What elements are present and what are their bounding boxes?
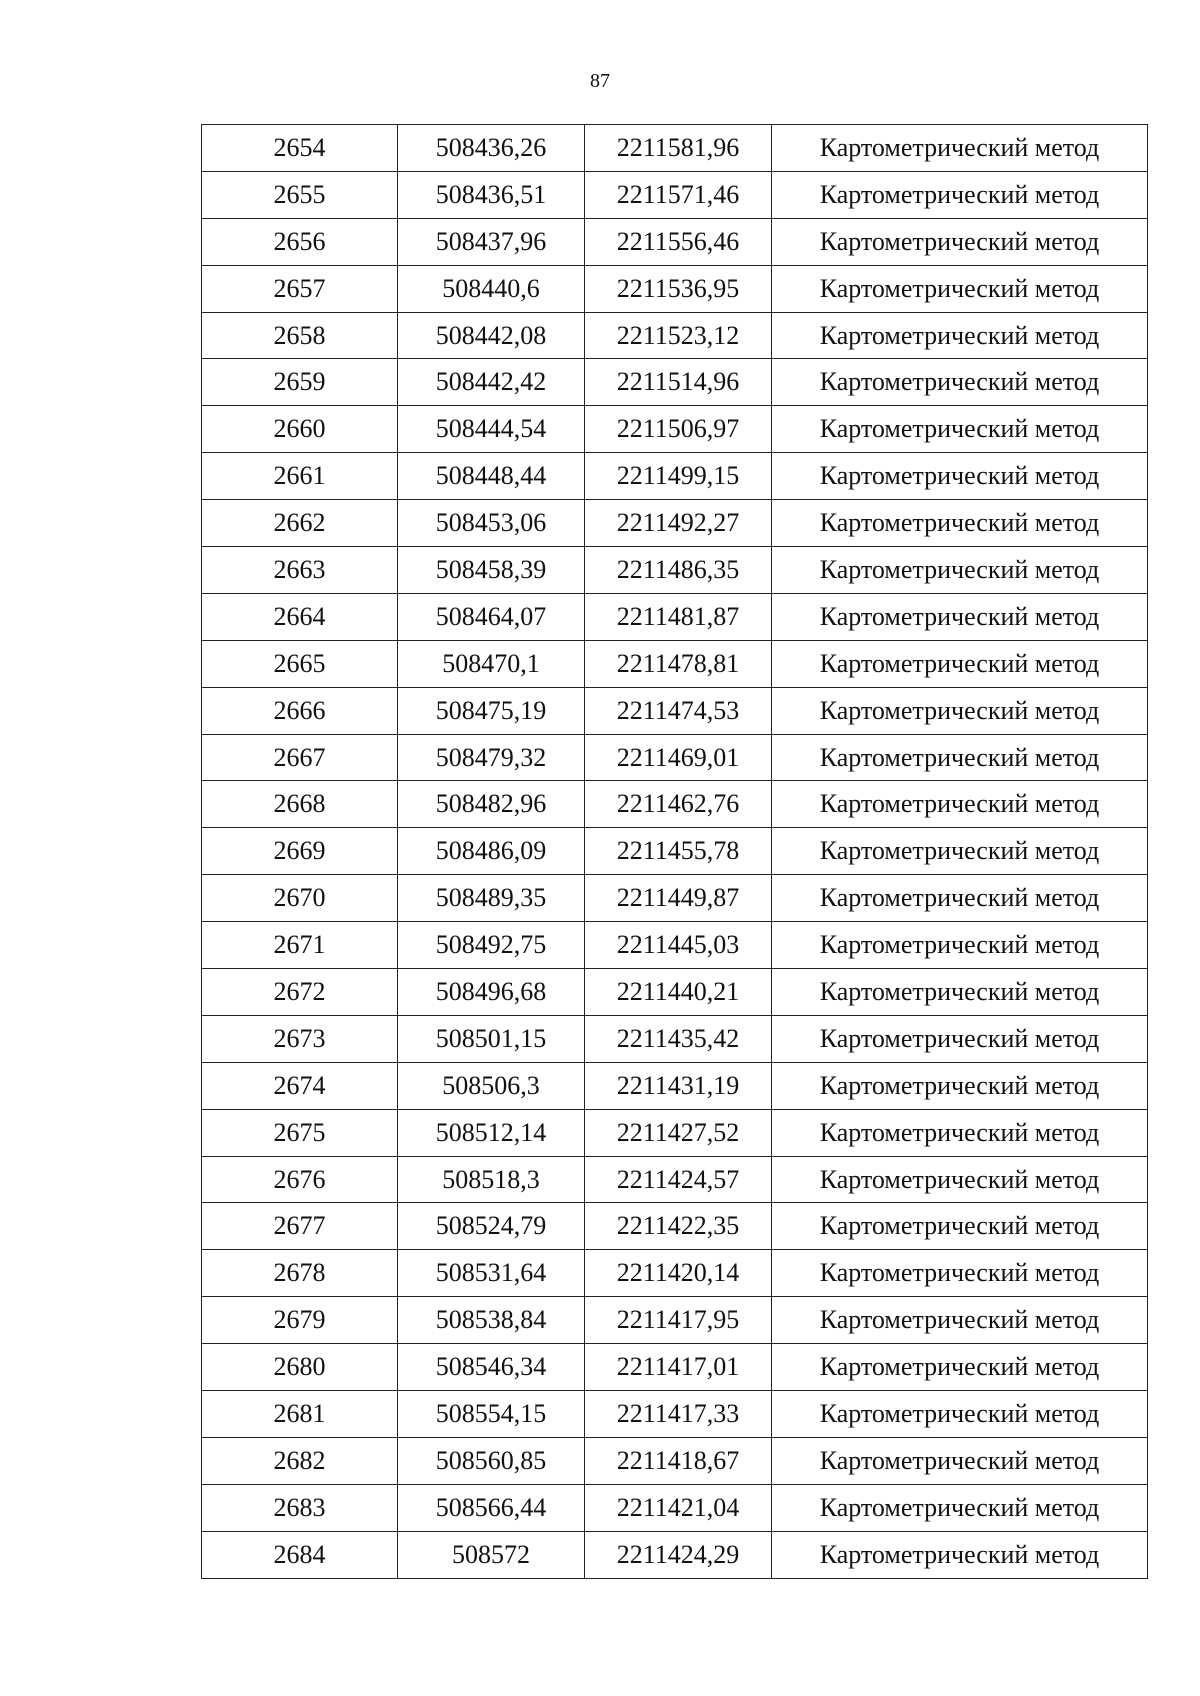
coordinates-table-body [202,125,1148,1579]
table-row [202,359,1148,406]
method-cell: Картометрический метод [772,265,1148,312]
y-coordinate-cell: 2211469,01 [585,734,772,781]
x-coordinate-cell: 508566,44 [398,1484,585,1531]
x-coordinate-cell: 508554,15 [398,1391,585,1438]
table-row [202,828,1148,875]
table-row [202,1484,1148,1531]
y-coordinate-cell: 2211449,87 [585,875,772,922]
x-coordinate-cell: 508448,44 [398,453,585,500]
y-coordinate-cell: 2211431,19 [585,1062,772,1109]
point-number-cell: 2661 [202,453,398,500]
table-row [202,1062,1148,1109]
point-number-cell: 2662 [202,500,398,547]
x-coordinate-cell: 508506,3 [398,1062,585,1109]
method-cell: Картометрический метод [772,406,1148,453]
point-number-cell: 2674 [202,1062,398,1109]
point-number-cell: 2655 [202,171,398,218]
x-coordinate-cell: 508482,96 [398,781,585,828]
point-number-cell: 2682 [202,1437,398,1484]
method-cell: Картометрический метод [772,500,1148,547]
y-coordinate-cell: 2211499,15 [585,453,772,500]
y-coordinate-cell: 2211435,42 [585,1015,772,1062]
y-coordinate-cell: 2211417,01 [585,1344,772,1391]
point-number-cell: 2677 [202,1203,398,1250]
y-coordinate-cell: 2211474,53 [585,687,772,734]
point-number-cell: 2679 [202,1297,398,1344]
x-coordinate-cell: 508436,51 [398,171,585,218]
point-number-cell: 2673 [202,1015,398,1062]
point-number-cell: 2676 [202,1156,398,1203]
x-coordinate-cell: 508440,6 [398,265,585,312]
x-coordinate-cell: 508479,32 [398,734,585,781]
point-number-cell: 2683 [202,1484,398,1531]
table-row [202,218,1148,265]
table-row [202,875,1148,922]
point-number-cell: 2670 [202,875,398,922]
method-cell: Картометрический метод [772,734,1148,781]
point-number-cell: 2671 [202,922,398,969]
y-coordinate-cell: 2211455,78 [585,828,772,875]
x-coordinate-cell: 508496,68 [398,969,585,1016]
y-coordinate-cell: 2211440,21 [585,969,772,1016]
x-coordinate-cell: 508512,14 [398,1109,585,1156]
method-cell: Картометрический метод [772,125,1148,172]
y-coordinate-cell: 2211420,14 [585,1250,772,1297]
table-row [202,1437,1148,1484]
point-number-cell: 2665 [202,640,398,687]
y-coordinate-cell: 2211523,12 [585,312,772,359]
table-row [202,265,1148,312]
x-coordinate-cell: 508475,19 [398,687,585,734]
table-row [202,593,1148,640]
table-row [202,1250,1148,1297]
table-row [202,500,1148,547]
point-number-cell: 2656 [202,218,398,265]
method-cell: Картометрический метод [772,640,1148,687]
method-cell: Картометрический метод [772,359,1148,406]
y-coordinate-cell: 2211581,96 [585,125,772,172]
table-row [202,1344,1148,1391]
y-coordinate-cell: 2211418,67 [585,1437,772,1484]
method-cell: Картометрический метод [772,969,1148,1016]
table-row [202,969,1148,1016]
point-number-cell: 2657 [202,265,398,312]
table-row [202,1203,1148,1250]
table-row [202,687,1148,734]
x-coordinate-cell: 508464,07 [398,593,585,640]
method-cell: Картометрический метод [772,1391,1148,1438]
y-coordinate-cell: 2211427,52 [585,1109,772,1156]
method-cell: Картометрический метод [772,218,1148,265]
y-coordinate-cell: 2211417,33 [585,1391,772,1438]
x-coordinate-cell: 508453,06 [398,500,585,547]
table-row [202,406,1148,453]
table-row [202,312,1148,359]
table-row [202,781,1148,828]
point-number-cell: 2666 [202,687,398,734]
method-cell: Картометрический метод [772,1531,1148,1578]
point-number-cell: 2675 [202,1109,398,1156]
method-cell: Картометрический метод [772,687,1148,734]
table-row [202,171,1148,218]
x-coordinate-cell: 508444,54 [398,406,585,453]
method-cell: Картометрический метод [772,875,1148,922]
table-row [202,547,1148,594]
y-coordinate-cell: 2211478,81 [585,640,772,687]
table-row [202,734,1148,781]
x-coordinate-cell: 508546,34 [398,1344,585,1391]
table-row [202,1015,1148,1062]
point-number-cell: 2660 [202,406,398,453]
y-coordinate-cell: 2211506,97 [585,406,772,453]
y-coordinate-cell: 2211536,95 [585,265,772,312]
y-coordinate-cell: 2211462,76 [585,781,772,828]
point-number-cell: 2684 [202,1531,398,1578]
y-coordinate-cell: 2211422,35 [585,1203,772,1250]
x-coordinate-cell: 508524,79 [398,1203,585,1250]
method-cell: Картометрический метод [772,781,1148,828]
method-cell: Картометрический метод [772,593,1148,640]
x-coordinate-cell: 508560,85 [398,1437,585,1484]
page-number: 87 [590,70,610,92]
y-coordinate-cell: 2211481,87 [585,593,772,640]
x-coordinate-cell: 508442,08 [398,312,585,359]
x-coordinate-cell: 508492,75 [398,922,585,969]
method-cell: Картометрический метод [772,1156,1148,1203]
point-number-cell: 2672 [202,969,398,1016]
table-row [202,640,1148,687]
x-coordinate-cell: 508436,26 [398,125,585,172]
point-number-cell: 2663 [202,547,398,594]
method-cell: Картометрический метод [772,1203,1148,1250]
y-coordinate-cell: 2211571,46 [585,171,772,218]
point-number-cell: 2664 [202,593,398,640]
table-row [202,453,1148,500]
point-number-cell: 2659 [202,359,398,406]
table-row [202,1391,1148,1438]
x-coordinate-cell: 508486,09 [398,828,585,875]
y-coordinate-cell: 2211424,57 [585,1156,772,1203]
y-coordinate-cell: 2211424,29 [585,1531,772,1578]
method-cell: Картометрический метод [772,1344,1148,1391]
x-coordinate-cell: 508470,1 [398,640,585,687]
point-number-cell: 2658 [202,312,398,359]
point-number-cell: 2654 [202,125,398,172]
point-number-cell: 2680 [202,1344,398,1391]
x-coordinate-cell: 508458,39 [398,547,585,594]
table-row [202,1109,1148,1156]
method-cell: Картометрический метод [772,922,1148,969]
method-cell: Картометрический метод [772,453,1148,500]
method-cell: Картометрический метод [772,1109,1148,1156]
x-coordinate-cell: 508501,15 [398,1015,585,1062]
y-coordinate-cell: 2211492,27 [585,500,772,547]
y-coordinate-cell: 2211556,46 [585,218,772,265]
table-row [202,125,1148,172]
table-row [202,922,1148,969]
point-number-cell: 2681 [202,1391,398,1438]
method-cell: Картометрический метод [772,1250,1148,1297]
y-coordinate-cell: 2211417,95 [585,1297,772,1344]
point-number-cell: 2669 [202,828,398,875]
method-cell: Картометрический метод [772,1062,1148,1109]
point-number-cell: 2678 [202,1250,398,1297]
method-cell: Картометрический метод [772,1015,1148,1062]
x-coordinate-cell: 508437,96 [398,218,585,265]
point-number-cell: 2668 [202,781,398,828]
method-cell: Картометрический метод [772,312,1148,359]
y-coordinate-cell: 2211514,96 [585,359,772,406]
x-coordinate-cell: 508531,64 [398,1250,585,1297]
table-row [202,1297,1148,1344]
method-cell: Картометрический метод [772,1437,1148,1484]
table-row [202,1531,1148,1578]
y-coordinate-cell: 2211421,04 [585,1484,772,1531]
x-coordinate-cell: 508518,3 [398,1156,585,1203]
method-cell: Картометрический метод [772,171,1148,218]
method-cell: Картометрический метод [772,1484,1148,1531]
y-coordinate-cell: 2211445,03 [585,922,772,969]
method-cell: Картометрический метод [772,1297,1148,1344]
method-cell: Картометрический метод [772,547,1148,594]
y-coordinate-cell: 2211486,35 [585,547,772,594]
x-coordinate-cell: 508489,35 [398,875,585,922]
x-coordinate-cell: 508572 [398,1531,585,1578]
method-cell: Картометрический метод [772,828,1148,875]
coordinates-table [201,124,1148,1579]
x-coordinate-cell: 508442,42 [398,359,585,406]
table-row [202,1156,1148,1203]
x-coordinate-cell: 508538,84 [398,1297,585,1344]
point-number-cell: 2667 [202,734,398,781]
